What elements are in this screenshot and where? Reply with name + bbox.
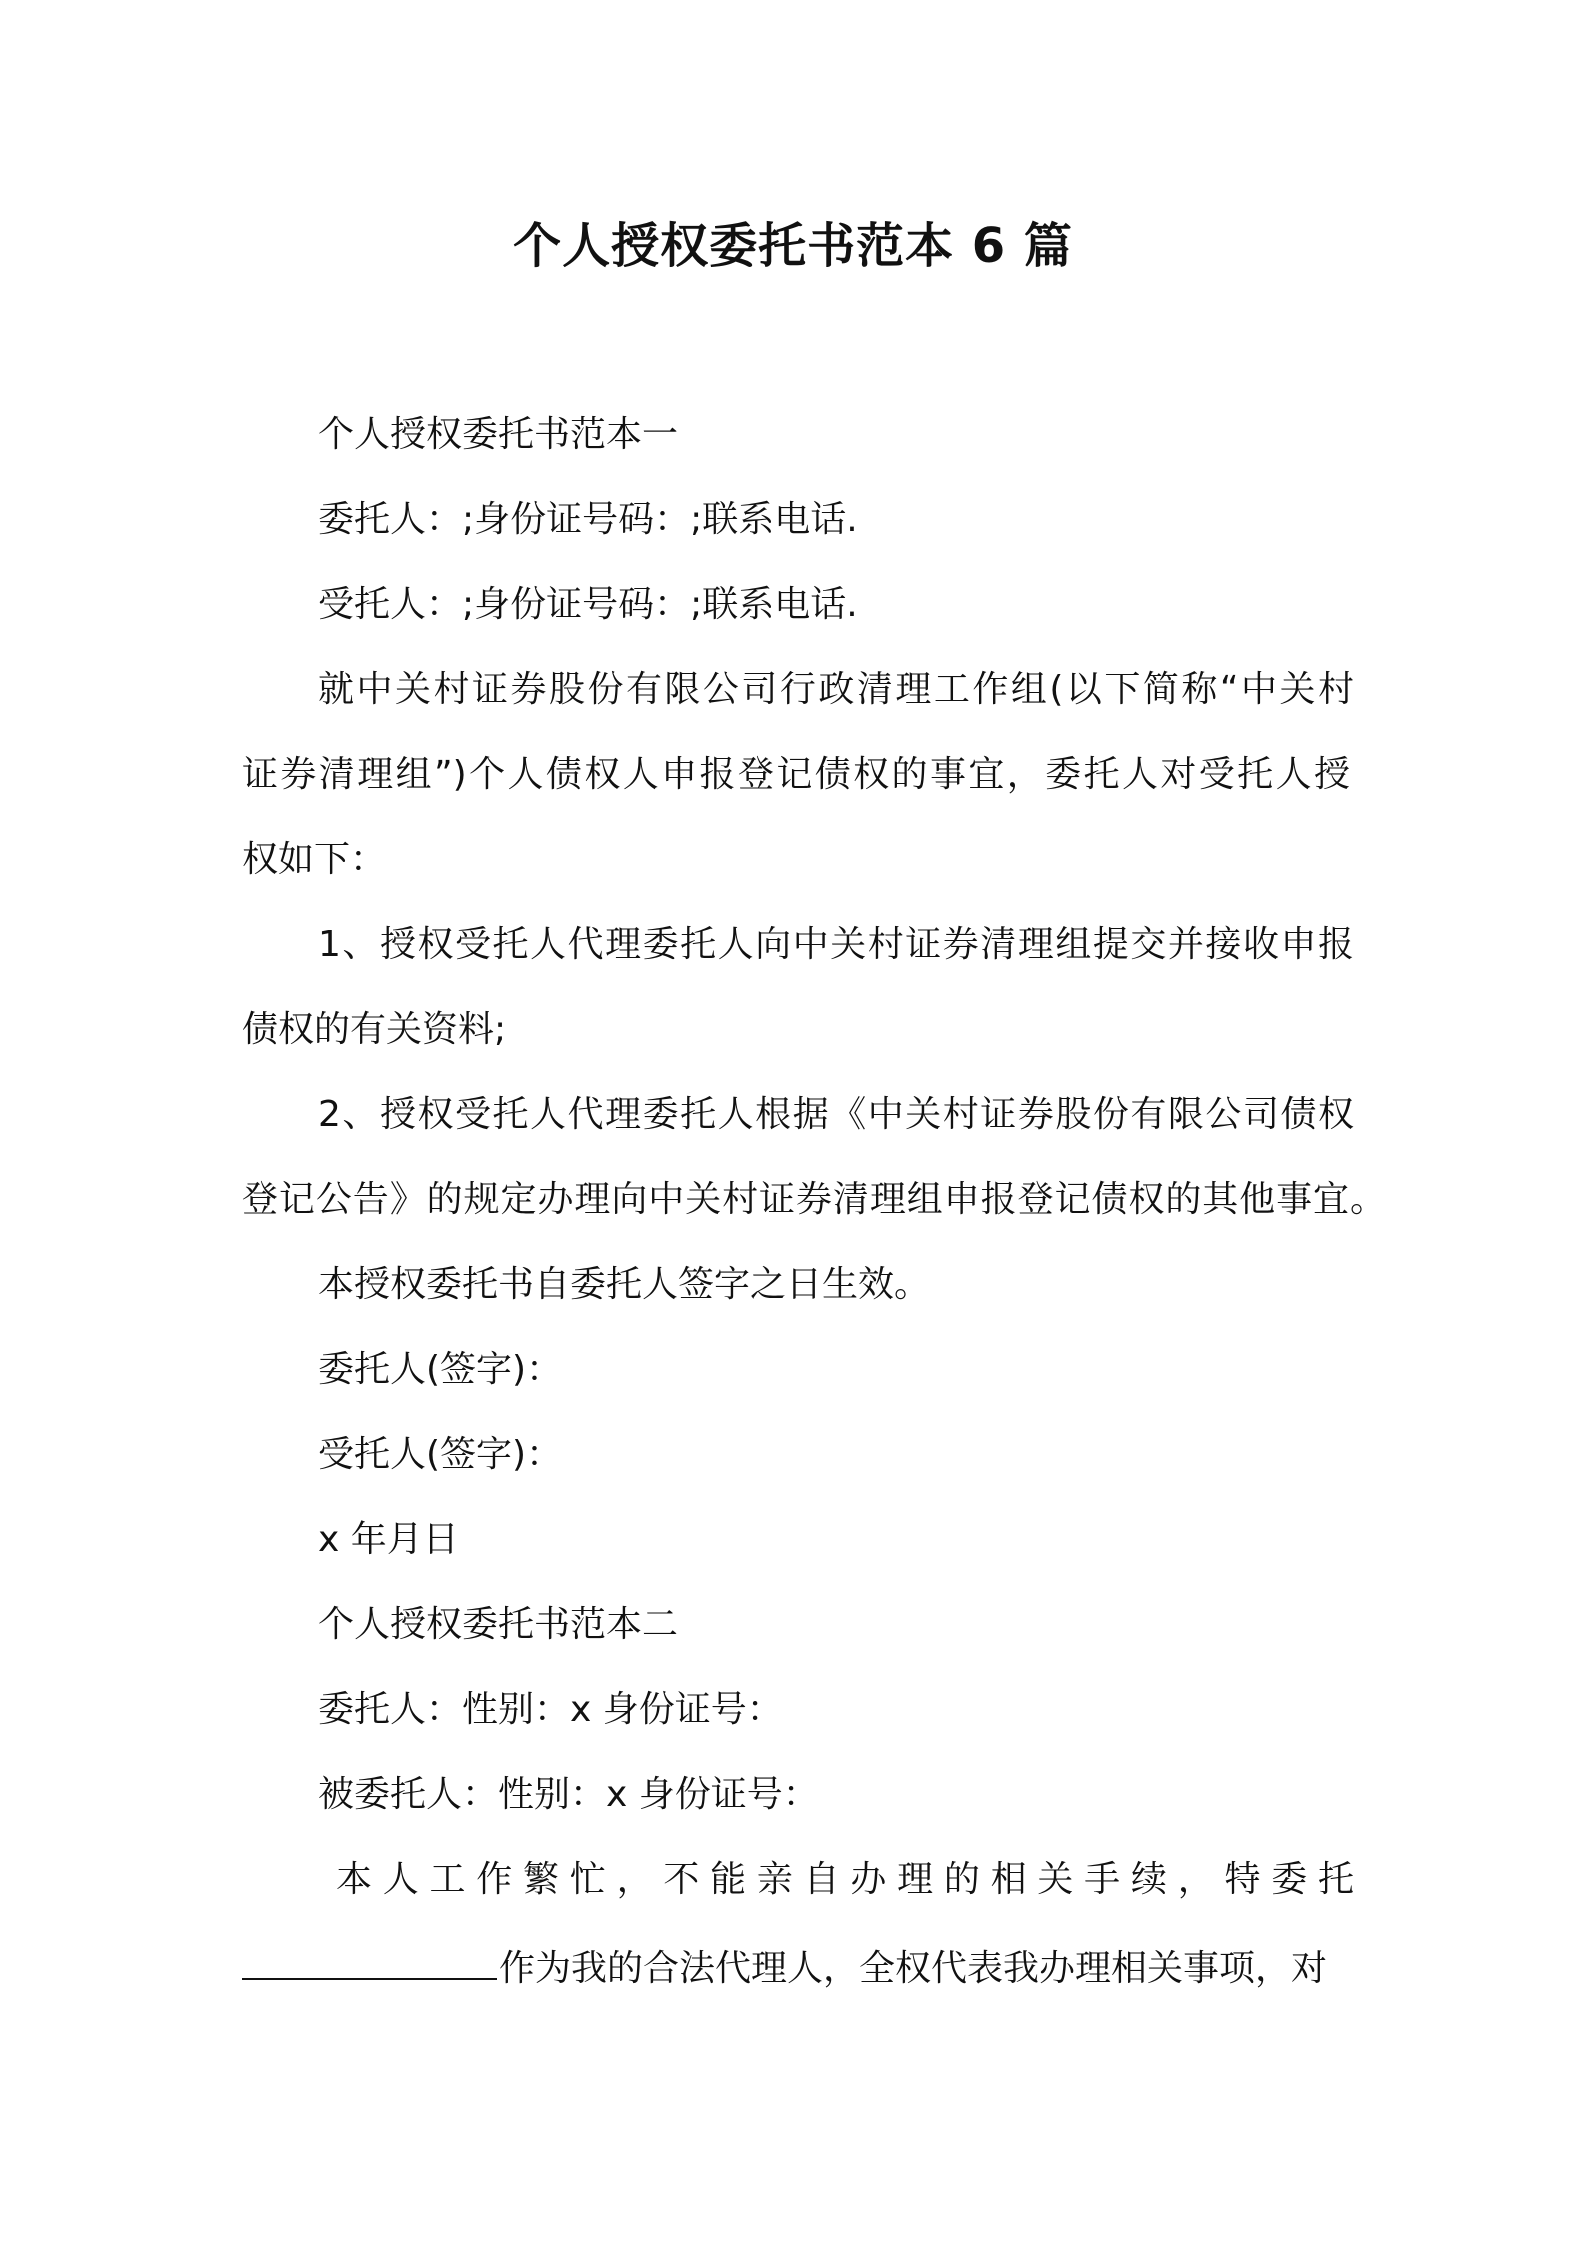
date-line: x 年月日 bbox=[318, 1519, 459, 1560]
agent-signature-line: 受托人(签字)： bbox=[318, 1434, 563, 1475]
paragraph-line-with-blank bbox=[242, 1940, 1350, 1994]
delegate-info-line: 被委托人：性别：x 身份证号： bbox=[318, 1774, 819, 1815]
fill-in-blank bbox=[242, 1940, 497, 1980]
effective-statement: 本授权委托书自委托人签字之日生效。 bbox=[318, 1264, 931, 1305]
principal-info-line-2: 委托人：性别：x 身份证号： bbox=[318, 1689, 783, 1730]
principal-signature-line: 委托人(签字)： bbox=[318, 1349, 563, 1390]
agent-info-line: 受托人：;身份证号码：;联系电话. bbox=[318, 584, 858, 625]
list-item-2-line: 2、授权受托人代理委托人根据《中关村证券股份有限公司债权 bbox=[318, 1094, 1354, 1135]
paragraph-line: 本人工作繁忙，不能亲自办理的相关手续，特委托 bbox=[336, 1859, 1354, 1900]
list-item-2-line: 登记公告》的规定办理向中关村证券清理组申报登记债权的其他事宜。 bbox=[242, 1179, 1386, 1220]
paragraph-line: 证券清理组”)个人债权人申报登记债权的事宜，委托人对受托人授 bbox=[242, 754, 1350, 795]
section-heading-1: 个人授权委托书范本一 bbox=[318, 414, 679, 455]
paragraph-line: 权如下： bbox=[242, 839, 387, 880]
document-title: 个人授权委托书范本 6 篇 bbox=[513, 218, 1073, 274]
paragraph-line: 就中关村证券股份有限公司行政清理工作组(以下简称“中关村 bbox=[318, 669, 1354, 710]
principal-info-line: 委托人：;身份证号码：;联系电话. bbox=[318, 499, 858, 540]
list-item-1-line: 1、授权受托人代理委托人向中关村证券清理组提交并接收申报 bbox=[318, 924, 1354, 965]
section-heading-2: 个人授权委托书范本二 bbox=[318, 1604, 679, 1645]
paragraph-line-text: 作为我的合法代理人，全权代表我办理相关事项，对 bbox=[499, 1948, 1328, 1989]
list-item-1-line: 债权的有关资料; bbox=[242, 1009, 507, 1050]
